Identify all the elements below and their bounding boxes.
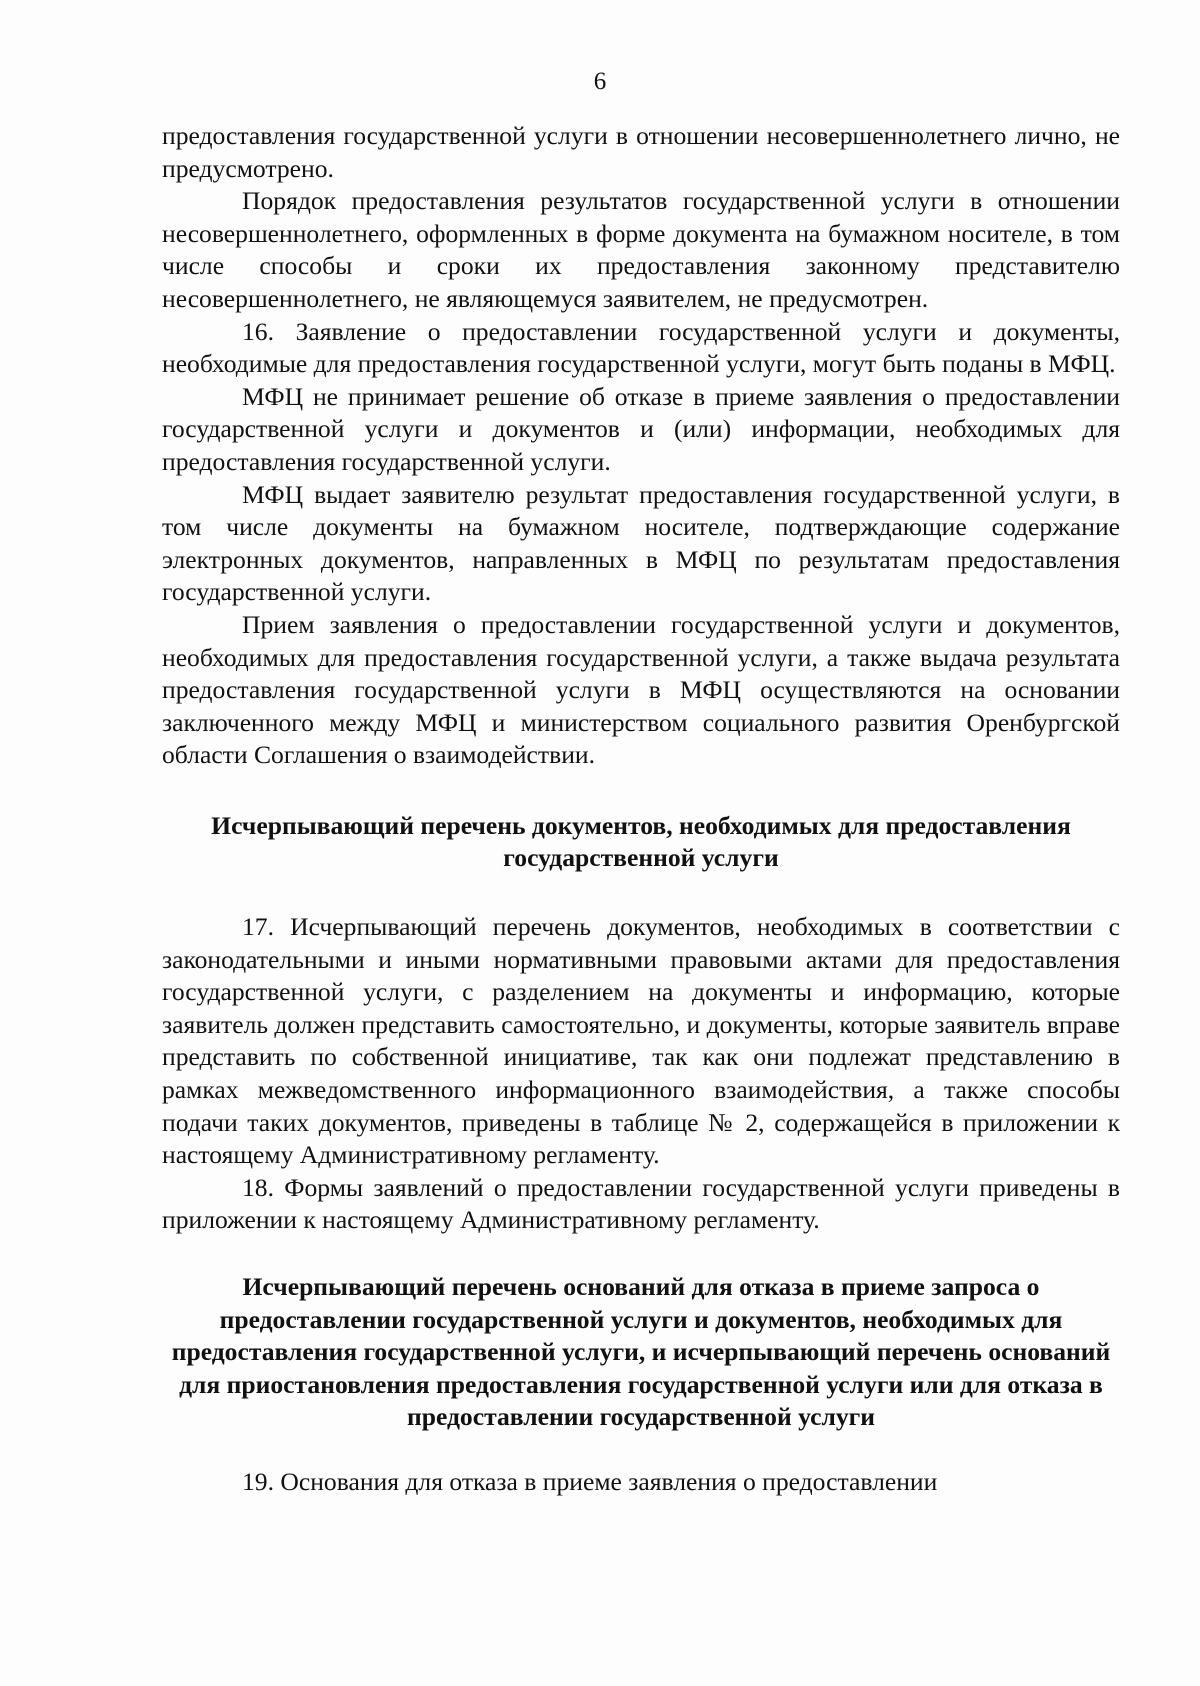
page-number: 6 bbox=[593, 68, 607, 95]
paragraph-18: 18. Формы заявлений о предоставлении государственной услуги приведены в приложении к настоящему Административному регламенту. bbox=[162, 1172, 1120, 1235]
section-heading-documents-list: Исчерпывающий перечень документов, необходимых для предоставления государственной услуги bbox=[211, 810, 1071, 873]
paragraph-mfc-no-refusal: МФЦ не принимает решение об отказе в приеме заявления о предоставлении государственной услуги и документов и (или) информации, необходимых для предоставления государственной услуги. bbox=[162, 381, 1120, 476]
paragraph-reception-agreement: Прием заявления о предоставлении государственной услуги и документов, необходимых для предоставления государственной услуги, а также выдача результата предоставления государственной услуги в МФЦ осуществляются на основании заключенного между МФЦ и министерством социального развития Оренбургской области Соглашения о взаимодействии. bbox=[162, 609, 1120, 770]
paragraph-16: 16. Заявление о предоставлении государственной услуги и документы, необходимые для предоставления государственной услуги, могут быть поданы в МФЦ. bbox=[162, 316, 1120, 379]
section-heading-refusal-grounds: Исчерпывающий перечень оснований для отказа в приеме запроса о предоставлении государственной услуги и документов, необходимых для предоставления государственной услуги, и исчерпывающий перечень оснований для приостановления предоставления государственной услуги или для отказа в предоставлении государственной услуги bbox=[171, 1272, 1111, 1432]
paragraph-continuation: предоставления государственной услуги в отношении несовершеннолетнего лично, не предусмотрено. bbox=[162, 121, 1120, 183]
paragraph-17: 17. Исчерпывающий перечень документов, необходимых в соответствии с законодательными и иными нормативными правовыми актами для предоставления государственной услуги, с разделением на документы и информацию, которые заявитель должен представить самостоятельно, и документы, которые заявитель вправе представить по собственной инициативе, так как они подлежат представлению в рамках межведомственного информационного взаимодействия, а также способы подачи таких документов, приведены в таблице № 2, содержащейся в приложении к настоящему Административному регламенту. bbox=[162, 912, 1120, 1170]
paragraph-result-order: Порядок предоставления результатов государственной услуги в отношении несовершеннолетнего, оформленных в форме документа на бумажном носителе, в том числе способы и сроки их предоставления законному представителю несовершеннолетнего, не являющемуся заявителем, не предусмотрен. bbox=[162, 186, 1120, 313]
document-body bbox=[162, 120, 1120, 1499]
paragraph-mfc-issues-result: МФЦ выдает заявителю результат предоставления государственной услуги, в том числе документы на бумажном носителе, подтверждающие содержание электронных документов, направленных в МФЦ по результатам предоставления государственной услуги. bbox=[162, 479, 1120, 607]
paragraph-19: 19. Основания для отказа в приеме заявления о предоставлении bbox=[242, 1466, 938, 1496]
